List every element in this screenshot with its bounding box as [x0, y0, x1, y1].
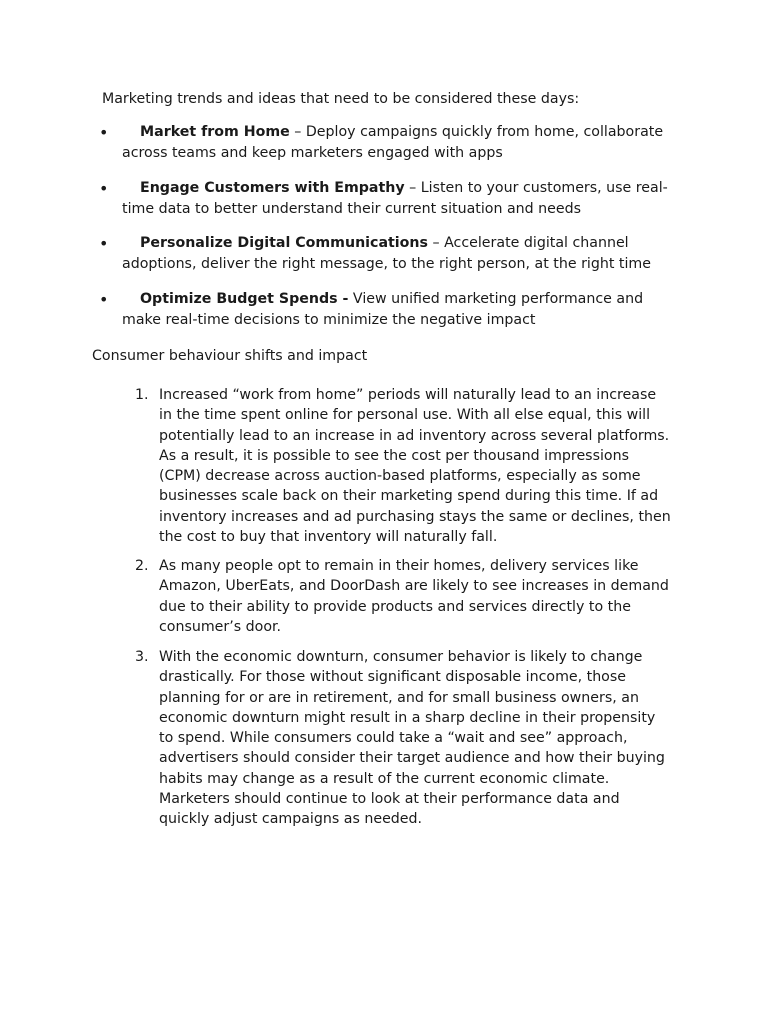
bullet-description: – Deploy campaigns quickly from home, collaborate [289, 124, 664, 140]
text-line: (CPM) decrease across auction-based platforms, especially as some [159, 468, 641, 485]
bullet-first-line [140, 122, 663, 143]
text-line: Amazon, UberEats, and DoorDash are likely to see increases in demand [159, 578, 669, 595]
text-line: advertisers should consider their target audience and how their buying [159, 750, 665, 767]
bullet-description: – Accelerate digital channel [427, 235, 629, 251]
bullet-icon: • [99, 290, 109, 309]
text-line: quickly adjust campaigns as needed. [159, 811, 423, 828]
bullet-description: – Listen to your customers, use real- [404, 180, 668, 196]
bullet-first-line [140, 289, 643, 310]
text-line: Marketers should continue to look at their performance data and [159, 791, 620, 808]
item-number: 3. [135, 649, 149, 665]
text-line: As a result, it is possible to see the cost per thousand impressions [159, 447, 629, 464]
bullet-first-line [140, 233, 629, 254]
text-line: habits may change as a result of the current economic climate. [159, 770, 610, 787]
bullet-first-line [140, 178, 668, 199]
text-line: potentially lead to an increase in ad inventory across several platforms. [159, 427, 670, 444]
bullet-icon: • [99, 234, 109, 253]
text-line: As many people opt to remain in their homes, delivery services like [159, 558, 639, 574]
text-line: to spend. While consumers could take a “wait and see” approach, [159, 730, 628, 747]
bullet-icon: • [99, 179, 109, 198]
text-line: planning for or are in retirement, and for small business owners, an [159, 689, 639, 706]
bullet-continuation: adoptions, deliver the right message, to the right person, at the right time [122, 256, 651, 272]
section-title: Consumer behaviour shifts and impact [92, 348, 368, 364]
text-line: With the economic downturn, consumer behavior is likely to change [159, 649, 643, 665]
item-text [159, 556, 689, 637]
bullet-continuation: time data to better understand their current situation and needs [122, 201, 581, 217]
text-line: Increased “work from home” periods will naturally lead to an increase [159, 387, 657, 403]
text-line: drastically. For those without significant disposable income, those [159, 669, 626, 686]
text-line: businesses scale back on their marketing spend during this time. If ad [159, 488, 659, 505]
bullet-icon: • [99, 123, 109, 142]
bullet-continuation: make real-time decisions to minimize the negative impact [122, 312, 536, 328]
bullet-heading: Optimize Budget Spends - [140, 291, 349, 307]
item-number: 2. [135, 558, 149, 574]
intro-text: Marketing trends and ideas that need to be considered these days: [102, 91, 580, 107]
bullet-heading: Market from Home [140, 124, 290, 140]
text-line: due to their ability to provide products and services directly to the [159, 598, 631, 615]
text-line: in the time spent online for personal use. With all else equal, this will [159, 407, 651, 424]
text-line: economic downturn might result in a sharp decline in their propensity [159, 709, 656, 726]
bullet-heading: Personalize Digital Communications [140, 235, 428, 251]
item-text [159, 385, 689, 547]
bullet-description: View unified marketing performance and [348, 291, 644, 307]
bullet-heading: Engage Customers with Empathy [140, 180, 405, 196]
text-line: the cost to buy that inventory will naturally fall. [159, 529, 498, 546]
text-line: inventory increases and ad purchasing stays the same or declines, then [159, 508, 671, 525]
text-line: consumer’s door. [159, 618, 282, 635]
bullet-continuation: across teams and keep marketers engaged with apps [122, 145, 503, 161]
item-number: 1. [135, 387, 149, 403]
item-text [159, 647, 689, 830]
